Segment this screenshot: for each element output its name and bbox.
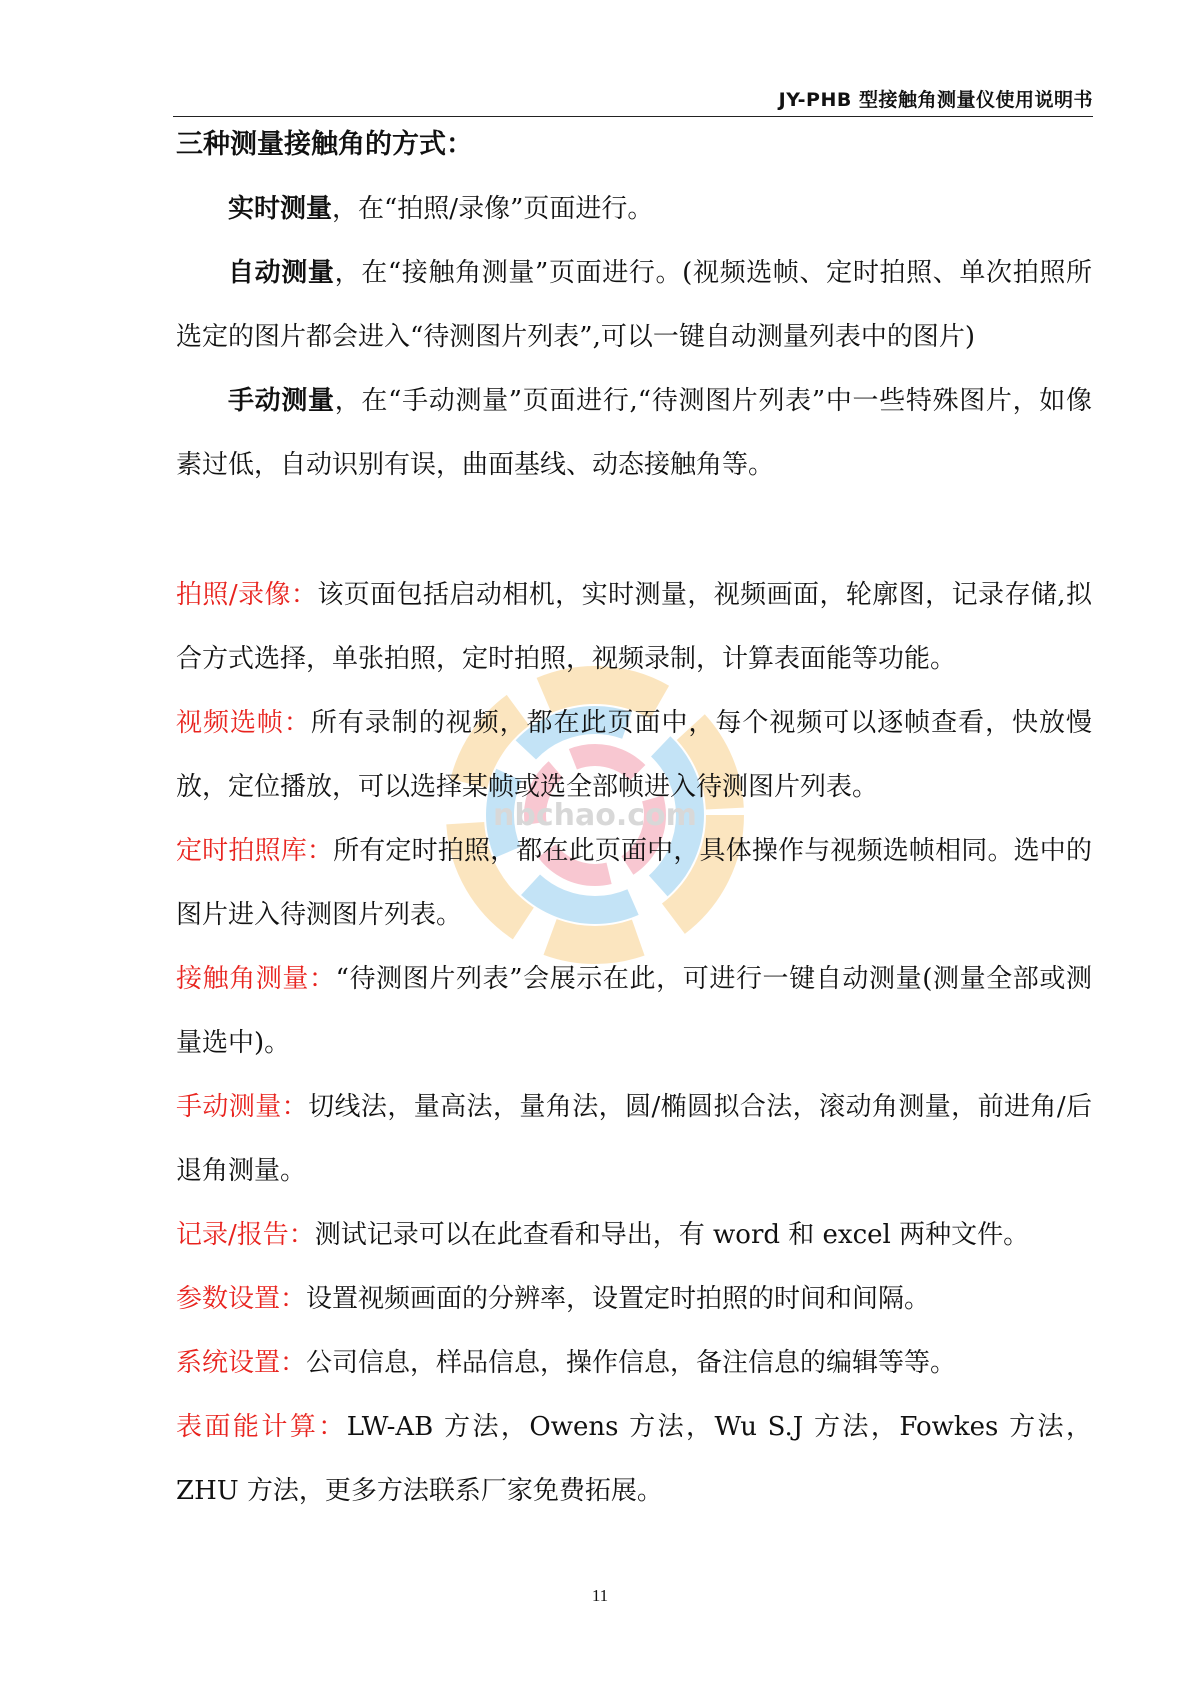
feature-text: 设置视频画面的分辨率，设置定时拍照的时间和间隔。 xyxy=(306,1284,931,1314)
feature-timed-photo-library xyxy=(176,819,1092,947)
watermark-text: nbchao.com xyxy=(493,798,697,833)
page-content xyxy=(176,127,1092,1523)
feature-text: 测试记录可以在此查看和导出，有 word 和 excel 两种文件。 xyxy=(314,1220,1030,1250)
method-realtime xyxy=(176,177,1092,241)
method-term: 手动测量 xyxy=(228,386,335,416)
feature-records-report xyxy=(176,1203,1092,1267)
document-title: JY-PHB 型接触角测量仪使用说明书 xyxy=(778,89,1093,111)
method-term: 实时测量 xyxy=(228,194,333,224)
feature-text: 所有录制的视频，都在此页面中，每个视频可以逐帧查看，快放慢放，定位播放，可以选择某帧或选全部帧进入待测图片列表。 xyxy=(176,708,1092,802)
feature-term: 拍照/录像： xyxy=(176,580,318,610)
method-text: ，在“接触角测量”页面进行。(视频选帧、定时拍照、单次拍照所选定的图片都会进入“待测图片列表”,可以一键自动测量列表中的图片) xyxy=(176,258,1092,352)
feature-term: 表面能计算： xyxy=(176,1412,347,1442)
page-header xyxy=(173,86,1093,117)
feature-term: 接触角测量： xyxy=(176,964,336,994)
feature-text: 公司信息，样品信息，操作信息，备注信息的编辑等等。 xyxy=(306,1348,957,1378)
feature-frame-select xyxy=(176,691,1092,819)
feature-photo-video xyxy=(176,563,1092,691)
feature-surface-energy xyxy=(176,1395,1092,1523)
method-manual xyxy=(176,369,1092,497)
method-text: ，在“手动测量”页面进行,“待测图片列表”中一些特殊图片，如像素过低，自动识别有误，曲面基线、动态接触角等。 xyxy=(176,386,1092,480)
feature-text: LW-AB 方法，Owens 方法，Wu S.J 方法，Fowkes 方法，ZHU 方法，更多方法联系厂家免费拓展。 xyxy=(176,1412,1092,1506)
feature-term: 手动测量： xyxy=(176,1092,309,1122)
section-title: 三种测量接触角的方式： xyxy=(176,129,473,160)
feature-term: 定时拍照库： xyxy=(176,836,334,866)
spacer xyxy=(176,497,1092,563)
feature-term: 参数设置： xyxy=(176,1284,307,1314)
feature-text: “待测图片列表”会展示在此，可进行一键自动测量(测量全部或测量选中)。 xyxy=(176,964,1092,1058)
feature-parameter-settings xyxy=(176,1267,1092,1331)
feature-term: 记录/报告： xyxy=(176,1220,315,1250)
feature-manual-measure xyxy=(176,1075,1092,1203)
method-term: 自动测量 xyxy=(228,258,335,288)
feature-system-settings xyxy=(176,1331,1092,1395)
feature-term: 系统设置： xyxy=(176,1348,307,1378)
method-auto xyxy=(176,241,1092,369)
feature-term: 视频选帧： xyxy=(176,708,311,738)
feature-contact-angle xyxy=(176,947,1092,1075)
feature-text: 所有定时拍照，都在此页面中，具体操作与视频选帧相同。选中的图片进入待测图片列表。 xyxy=(176,836,1092,930)
method-text: ，在“拍照/录像”页面进行。 xyxy=(332,194,654,224)
feature-text: 该页面包括启动相机，实时测量，视频画面，轮廓图，记录存储,拟合方式选择，单张拍照，定时拍照，视频录制，计算表面能等功能。 xyxy=(176,580,1092,674)
feature-text: 切线法，量高法，量角法，圆/椭圆拟合法，滚动角测量，前进角/后退角测量。 xyxy=(176,1092,1092,1186)
page-number: 11 xyxy=(591,1586,609,1605)
